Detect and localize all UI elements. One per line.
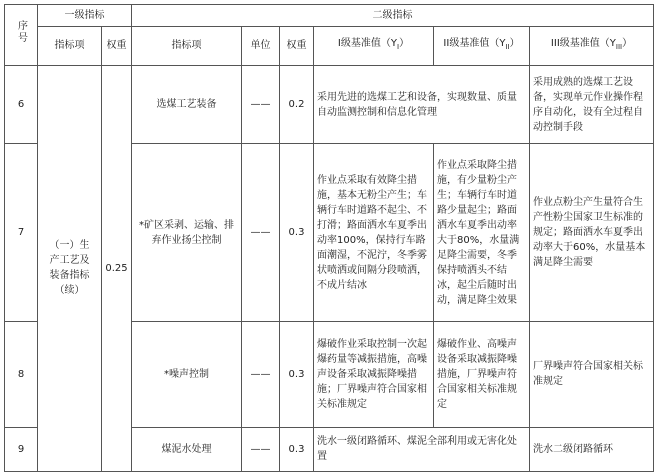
level1-weight-header: 权重 <box>102 27 132 65</box>
row-item: 选煤工艺装备 <box>132 65 242 144</box>
row-seq: 7 <box>5 144 38 322</box>
level1-header: 一级指标 <box>38 5 132 27</box>
row-grade3: 采用成熟的选煤工艺设备，实现单元作业操作程序自动化，设有全过程自动控制手段 <box>530 65 654 144</box>
row-seq: 6 <box>5 65 38 144</box>
row-unit: —— <box>242 427 280 472</box>
group-weight: 0.25 <box>102 65 132 471</box>
row-grade2: 作业点采取降尘措施，有少量粉尘产生；车辆行车时道路少量起尘；路面洒水车夏季出动率大于80%，水量满足降尘需要，冬季保持喷洒头不结冰，起尘后随时出动，满足降尘效果 <box>434 144 530 322</box>
grade1-header: I级基准值$(Y_I)$ <box>314 27 434 65</box>
row-unit: —— <box>242 322 280 427</box>
row-weight: 0.3 <box>280 322 314 427</box>
row-grade3: 厂界噪声符合国家相关标准规定 <box>530 322 654 427</box>
row-grade2: 爆破作业、高噪声设备采取减振降噪措施，厂界噪声符合国家相关标准规定 <box>434 322 530 427</box>
row-seq: 9 <box>5 427 38 472</box>
seq-header: 序号 <box>5 5 38 66</box>
row-item: *噪声控制 <box>132 322 242 427</box>
row-weight: 0.3 <box>280 144 314 322</box>
row-weight: 0.2 <box>280 65 314 144</box>
row-weight: 0.3 <box>280 427 314 472</box>
grade3-header: III级基准值$(Y_{III})$ <box>530 27 654 65</box>
row-unit: —— <box>242 65 280 144</box>
indicator-table <box>4 4 654 472</box>
header-row-2 <box>5 27 654 65</box>
row-item: 煤泥水处理 <box>132 427 242 472</box>
row-unit: —— <box>242 144 280 322</box>
group-name: （一）生产工艺及装备指标（续） <box>38 65 102 471</box>
row-grade12-merged: 洗水一级闭路循环、煤泥全部利用或无害化处置 <box>314 427 530 472</box>
unit-header: 单位 <box>242 27 280 65</box>
row-grade3: 作业点粉尘产生量符合生产性粉尘国家卫生标准的规定；路面洒水车夏季出动率大于60%，水量基本满足降尘需要 <box>530 144 654 322</box>
level1-indicator-header: 指标项 <box>38 27 102 65</box>
row-grade1: 作业点采取有效降尘措施，基本无粉尘产生；车辆行车时道路不起尘、不打滑；路面洒水车夏季出动率100%，保持行车路面潮湿，不泥泞，冬季雾状喷洒或间隔分段喷洒，不成片结冰 <box>314 144 434 322</box>
table-row <box>5 65 654 144</box>
row-grade12-merged: 采用先进的选煤工艺和设备，实现数量、质量自动监测控制和信息化管理 <box>314 65 530 144</box>
level2-weight-header: 权重 <box>280 27 314 65</box>
row-grade3: 洗水二级闭路循环 <box>530 427 654 472</box>
grade2-header: II级基准值$(Y_{II})$ <box>434 27 530 65</box>
row-item: *矿区采剥、运输、排弃作业扬尘控制 <box>132 144 242 322</box>
header-row-1 <box>5 5 654 27</box>
level2-indicator-header: 指标项 <box>132 27 242 65</box>
row-seq: 8 <box>5 322 38 427</box>
row-grade1: 爆破作业采取控制一次起爆药量等减振措施，高噪声设备采取减振降噪措施；厂界噪声符合国家相关标准规定 <box>314 322 434 427</box>
level2-header: 二级指标 <box>132 5 654 27</box>
